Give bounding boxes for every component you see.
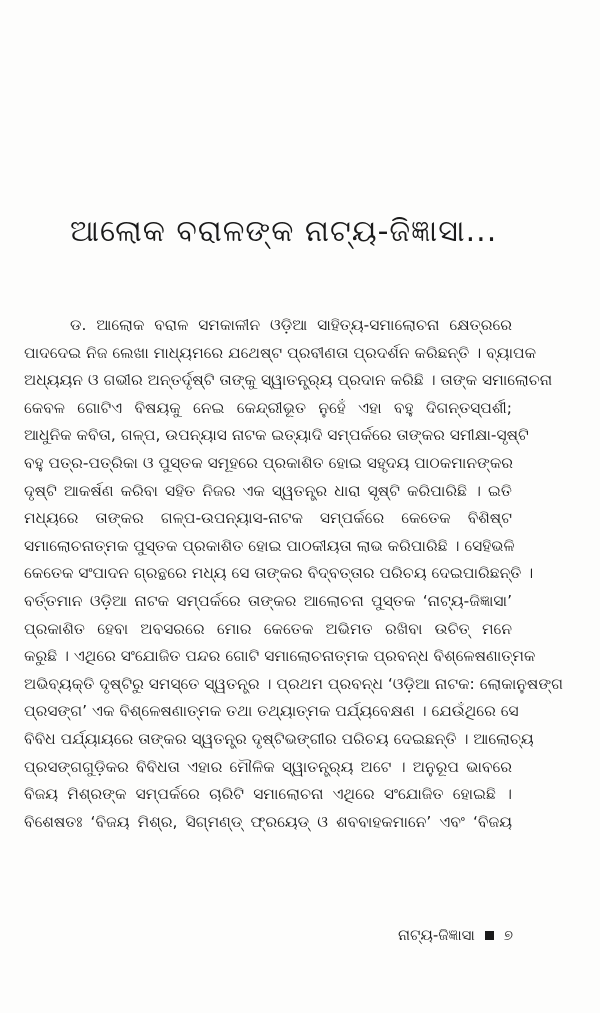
page-footer [398,924,513,946]
body-line: ପ୍ରସଙ୍ଗ’ ଏକ ବିଶ୍ଳେଷଣାତ୍ମକ ତଥା ତଥ୍ୟାତ୍ମକ ପର୍ଯ୍ୟବେକ୍ଷଣ । ଯେଉଁଥିରେ ସେ [24,702,519,721]
body-line: ପାଦଦେଇ ନିଜ ଲେଖା ମାଧ୍ୟମରେ ଯଥେଷ୍ଟ ପ୍ରବୀଣତା ପ୍ରଦର୍ଶନ କରିଛନ୍ତି । ବ୍ୟାପକ [24,343,537,362]
body-line: ଅଭିବ୍ୟକ୍ତି ଦୃଷ୍ଟିରୁ ସମସ୍ତେ ସ୍ୱତନ୍ତ୍ର । ପ୍ରଥମ ପ୍ରବନ୍ଧ ‘ଓଡ଼ିଆ ନାଟକ: ଲୋକାନୁଷଙ୍ଗ [24,674,564,693]
body-line: ବିବିଧ ପର୍ଯ୍ୟାୟରେ ତାଙ୍କର ସ୍ୱତନ୍ତ୍ର ଦୃଷ୍ଟିଭଙ୍ଗୀର ପରିଚୟ ଦେଇଛନ୍ତି । ଆଲୋଚ୍ୟ [24,729,534,748]
body-line: ବହୁ ପତ୍ର-ପତ୍ରିକା ଓ ପୁସ୍ତକ ସମୂହରେ ପ୍ରକାଶିତ ହୋଇ ସହୃଦୟ ପାଠକମାନଙ୍କର [24,453,514,472]
square-separator-icon [485,931,494,940]
body-line: ସମାଲୋଚନାତ୍ମକ ପୁସ୍ତକ ପ୍ରକାଶିତ ହୋଇ ପାଠକୀୟତା ଲାଭ କରିପାରିଛି । ସେହିଭଳି [24,536,515,555]
chapter-title: ଆଲୋକ ବରାଳଙ୍କ ନାଟ୍ୟ-ଜିଜ୍ଞାସା... [70,214,498,249]
body-line: ଅଧ୍ୟୟନ ଓ ଗଭୀର ଅନ୍ତର୍ଦୃଷ୍ଟି ତାଙ୍କୁ ସ୍ୱାତନ୍ତ୍ର୍ୟ ପ୍ରଦାନ କରିଛି । ତାଙ୍କ ସମାଲୋଚନା [24,371,553,390]
body-line: କେତେକ ସଂପାଦନ ଗ୍ରନ୍ଥରେ ମଧ୍ୟ ସେ ତାଙ୍କର ବିଦ୍‌ବତ୍ତାର ପରିଚୟ ଦେଇପାରିଛନ୍ତି । [24,564,534,583]
body-line: ଆଧୁନିକ କବିତା, ଗଳ୍ପ, ଉପନ୍ୟାସ ନାଟକ ଇତ୍ୟାଦି ସମ୍ପର୍କରେ ତାଙ୍କର ସମୀକ୍ଷା-ସୃଷ୍ଟି [24,426,529,445]
body-line: କରୁଛି । ଏଥିରେ ସଂଯୋଜିତ ପନ୍ଦର ଗୋଟି ସମାଲୋଚନାତ୍ମକ ପ୍ରବନ୍ଧ ବିଶ୍ଳେଷଣାତ୍ମକ [24,647,536,666]
body-line: ପ୍ରସଙ୍ଗଗୁଡ଼ିକର ବିବିଧତା ଏହାର ମୌଳିକ ସ୍ୱାତନ୍ତ୍ର୍ୟ ଅଟେ । ଅନୁରୂପ ଭାବରେ [24,757,512,776]
body-line: କେବଳ ଗୋଟିଏ ବିଷୟକୁ ନେଇ କେନ୍ଦ୍ରୀଭୂତ ନୁହେଁ ଏହା ବହୁ ଦିଗନ୍ତସ୍ପର୍ଶୀ; [24,398,512,417]
body-line: ପ୍ରକାଶିତ ହେବା ଅବସରରେ ମୋର କେତେକ ଅଭିମତ ରଖିବା ଉଚିତ୍ ମନେ [24,619,512,638]
body-line: ବିଜୟ ମିଶ୍ରଙ୍କ ସମ୍ପର୍କରେ ଚାରିଟି ସମାଲୋଚନା ଏଥିରେ ସଂଯୋଜିତ ହୋଇଛି । [24,785,512,804]
body-paragraph [24,312,564,836]
body-line: ବର୍ତ୍ତମାନ ଓଡ଼ିଆ ନାଟକ ସମ୍ପର୍କରେ ତାଙ୍କର ଆଲୋଚନା ପୁସ୍ତକ ‘ନାଟ୍ୟ-ଜିଜ୍ଞାସା’ [24,591,512,610]
body-line: ଡ. ଆଲୋକ ବରାଳ ସମକାଳୀନ ଓଡ଼ିଆ ସାହିତ୍ୟ-ସମାଲୋଚନା କ୍ଷେତ୍ରରେ [70,316,512,334]
running-title: ନାଟ୍ୟ-ଜିଜ୍ଞାସା [398,926,475,944]
page-number: ୭ [503,926,514,944]
body-line: ଦୃଷ୍ଟି ଆକର୍ଷଣ କରିବା ସହିତ ନିଜର ଏକ ସ୍ୱତନ୍ତ୍ର ଧାରା ସୃଷ୍ଟି କରିପାରିଛି । ଇତି [24,481,512,500]
body-line: ବିଶେଷତଃ ‘ବିଜୟ ମିଶ୍ର, ସିଗ୍‌ମଣ୍ଡ୍ ଫ୍ରୟେଡ୍ ଓ ଶବବାହକମାନେ’ ଏବଂ ‘ବିଜୟ [24,812,512,831]
body-line: ମଧ୍ୟରେ ତାଙ୍କର ଗଳ୍ପ-ଉପନ୍ୟାସ-ନାଟକ ସମ୍ପର୍କରେ କେତେକ ବିଶିଷ୍ଟ [24,509,512,528]
